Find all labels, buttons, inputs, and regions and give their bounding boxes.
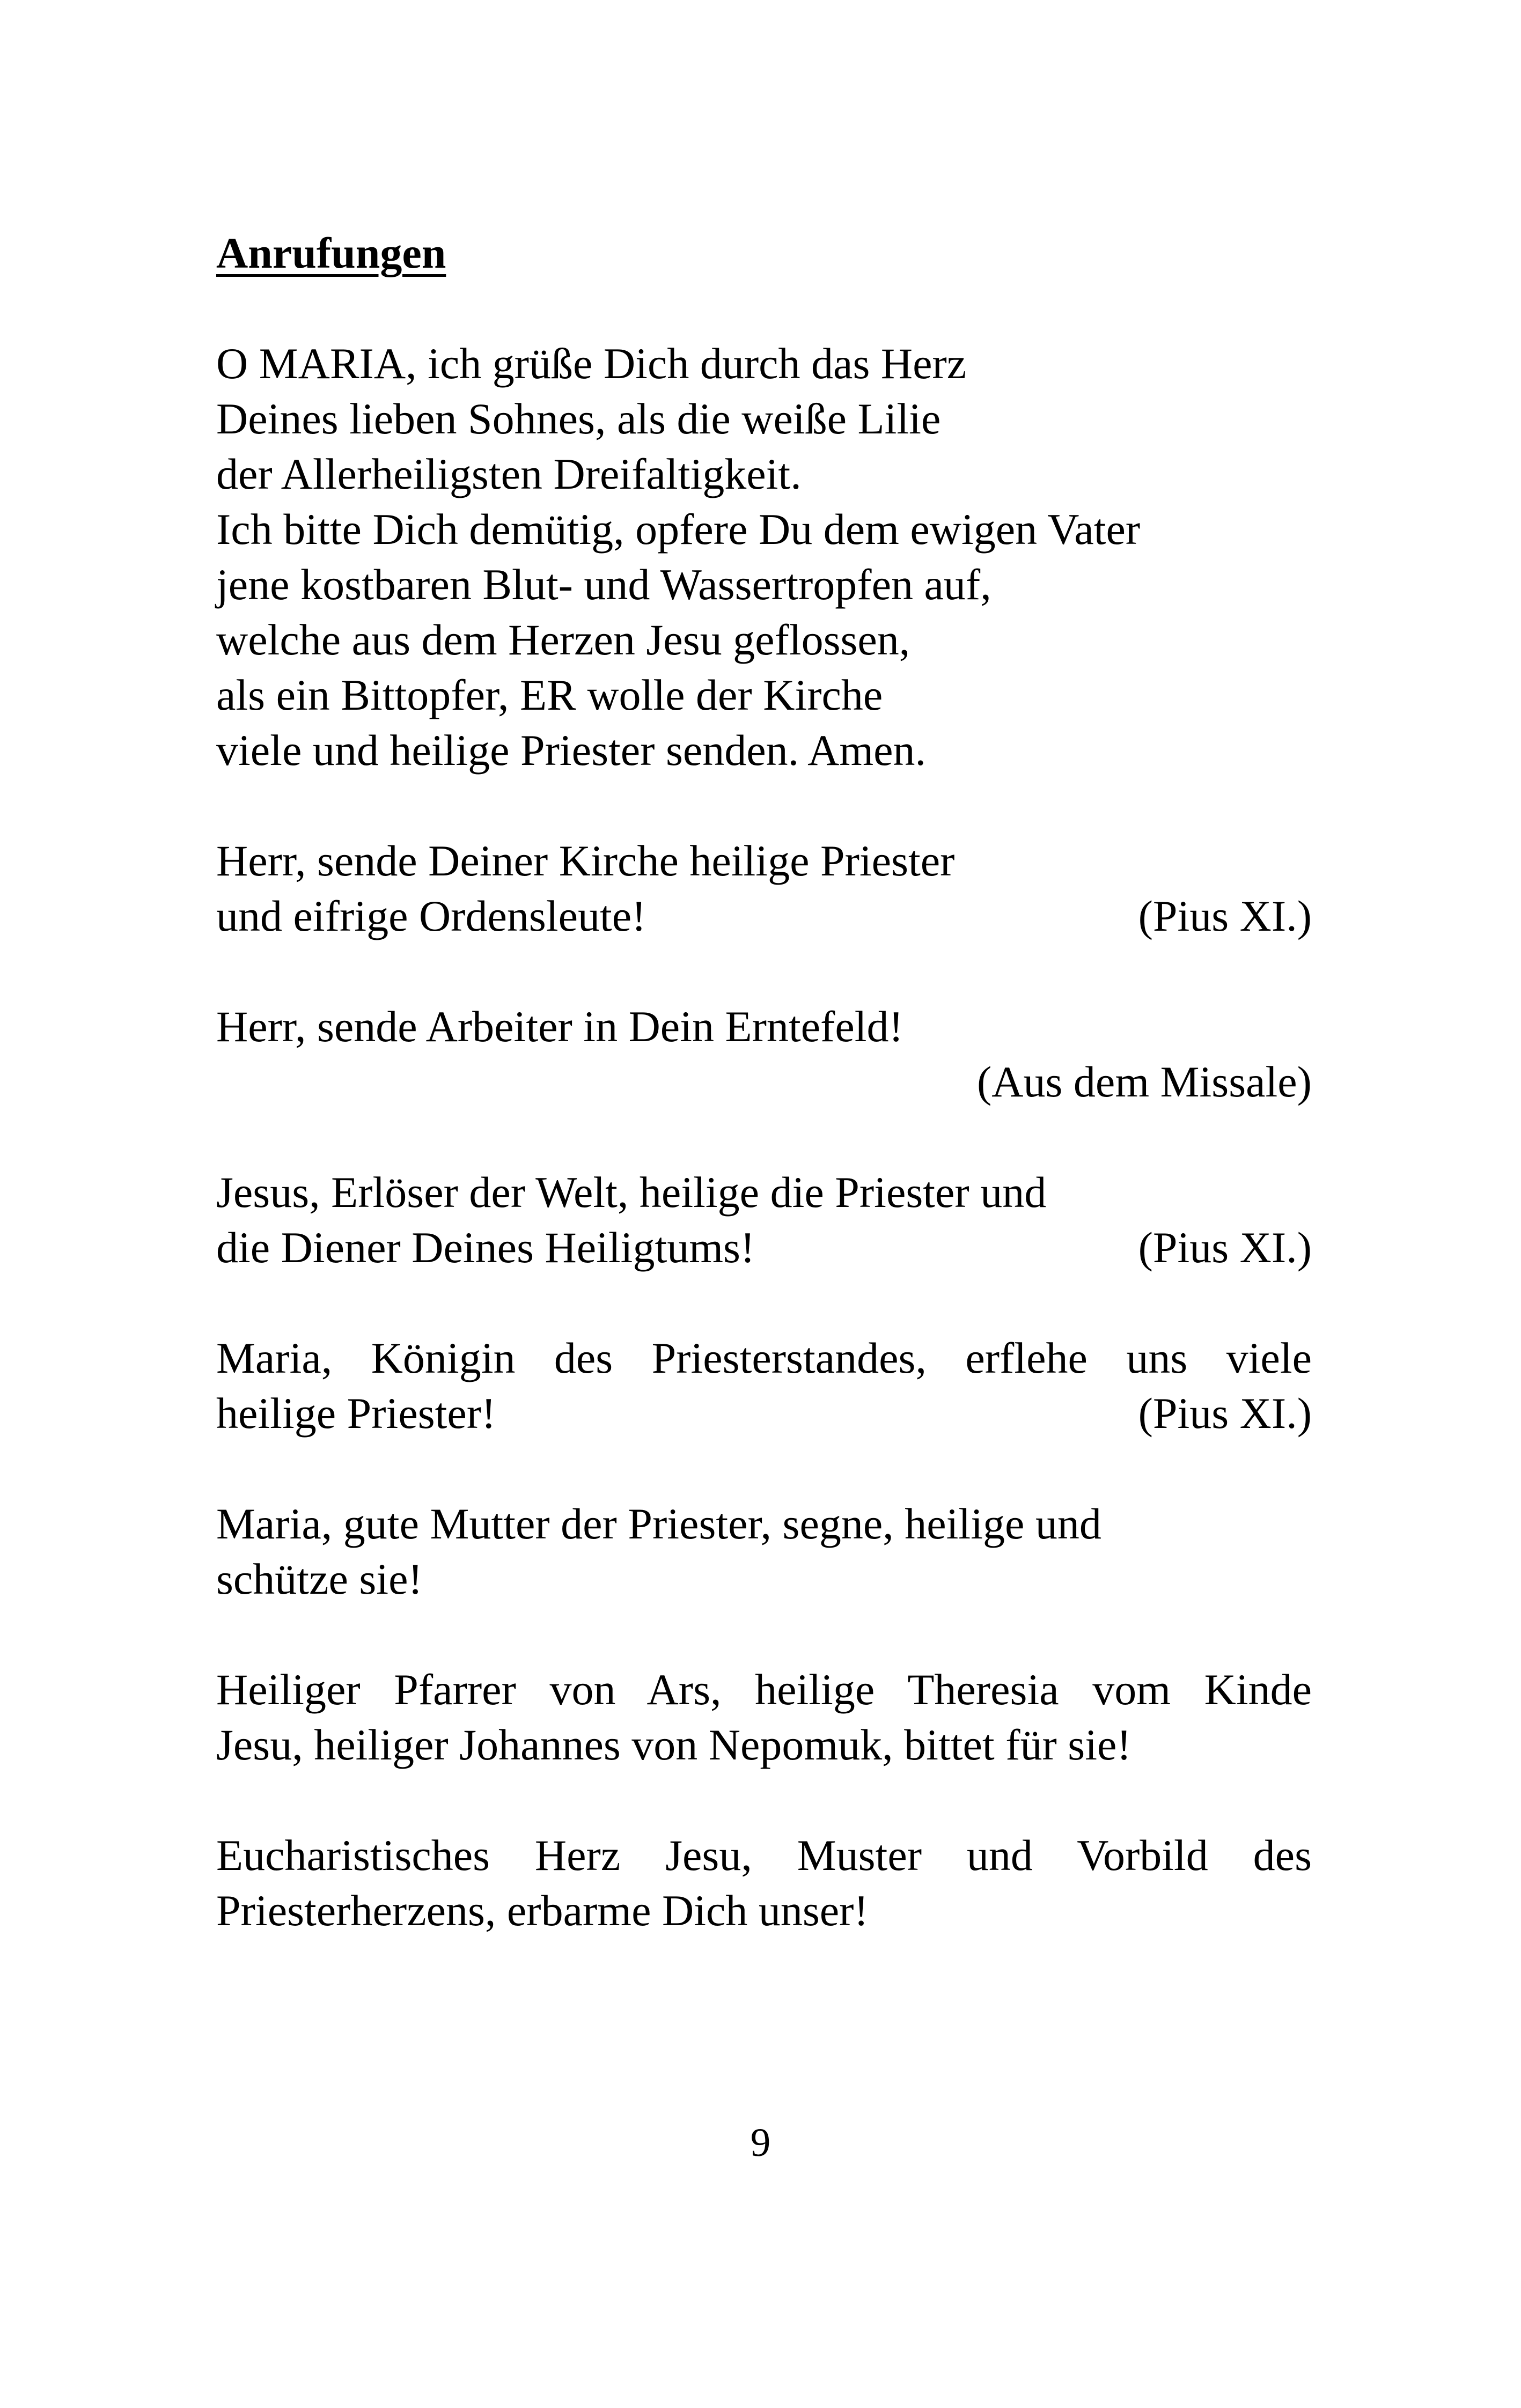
invocation-source: (Aus dem Missale)	[976, 1057, 1312, 1106]
invocation-line: Herr, sende Arbeiter in Dein Erntefeld!	[216, 1002, 903, 1051]
invocation-line-with-source	[216, 888, 1312, 944]
invocation-line: schütze sie!	[216, 1555, 423, 1603]
page-number: 9	[750, 2120, 771, 2165]
invocation-line: Herr, sende Deiner Kirche heilige Priester	[216, 836, 955, 885]
invocation-workers	[216, 999, 1312, 1109]
invocation-line: heilige Priester!	[216, 1389, 496, 1438]
invocation-line-with-source	[216, 1386, 1312, 1441]
prayer-line: Ich bitte Dich demütig, opfere Du dem ewigen Vater	[216, 505, 1141, 554]
prayer-paragraph	[216, 336, 1312, 778]
prayer-line: der Allerheiligsten Dreifaltigkeit.	[216, 450, 802, 498]
invocation-line-with-source	[216, 1220, 1312, 1275]
invocation-queen	[216, 1330, 1312, 1441]
invocation-mother	[216, 1496, 1312, 1607]
invocation-line: Maria, gute Mutter der Priester, segne, heilige und	[216, 1499, 1101, 1548]
invocation-line: Eucharistisches Herz Jesu, Muster und Vorbild des	[216, 1831, 1312, 1880]
invocation-line: die Diener Deines Heiligtums!	[216, 1223, 755, 1272]
invocation-jesus	[216, 1165, 1312, 1275]
invocation-priests	[216, 833, 1312, 944]
prayer-line: welche aus dem Herzen Jesu geflossen,	[216, 615, 910, 664]
invocation-line: Jesu, heiliger Johannes von Nepomuk, bittet für sie!	[216, 1720, 1131, 1769]
prayer-line: als ein Bittopfer, ER wolle der Kirche	[216, 671, 883, 719]
invocation-line: Jesus, Erlöser der Welt, heilige die Priester und	[216, 1168, 1047, 1217]
invocation-saints	[216, 1662, 1312, 1772]
page-content	[216, 225, 1312, 1938]
invocation-source: (Pius XI.)	[1138, 1389, 1312, 1438]
section-heading: Anrufungen	[216, 229, 446, 277]
invocation-source: (Pius XI.)	[1138, 1223, 1312, 1272]
prayer-line: jene kostbaren Blut- und Wassertropfen auf,	[216, 560, 991, 609]
prayer-line: Deines lieben Sohnes, als die weiße Lilie	[216, 394, 941, 443]
prayer-line: O MARIA, ich grüße Dich durch das Herz	[216, 339, 967, 388]
invocation-line: Priesterherzens, erbarme Dich unser!	[216, 1886, 869, 1935]
invocation-line: Maria, Königin des Priesterstandes, erflehe uns viele	[216, 1334, 1312, 1382]
invocation-source: (Pius XI.)	[1138, 892, 1312, 940]
invocation-heart	[216, 1828, 1312, 1938]
invocation-line: und eifrige Ordensleute!	[216, 892, 646, 940]
invocation-line: Heiliger Pfarrer von Ars, heilige Theresia vom Kinde	[216, 1665, 1312, 1714]
prayer-line: viele und heilige Priester senden. Amen.	[216, 726, 927, 775]
